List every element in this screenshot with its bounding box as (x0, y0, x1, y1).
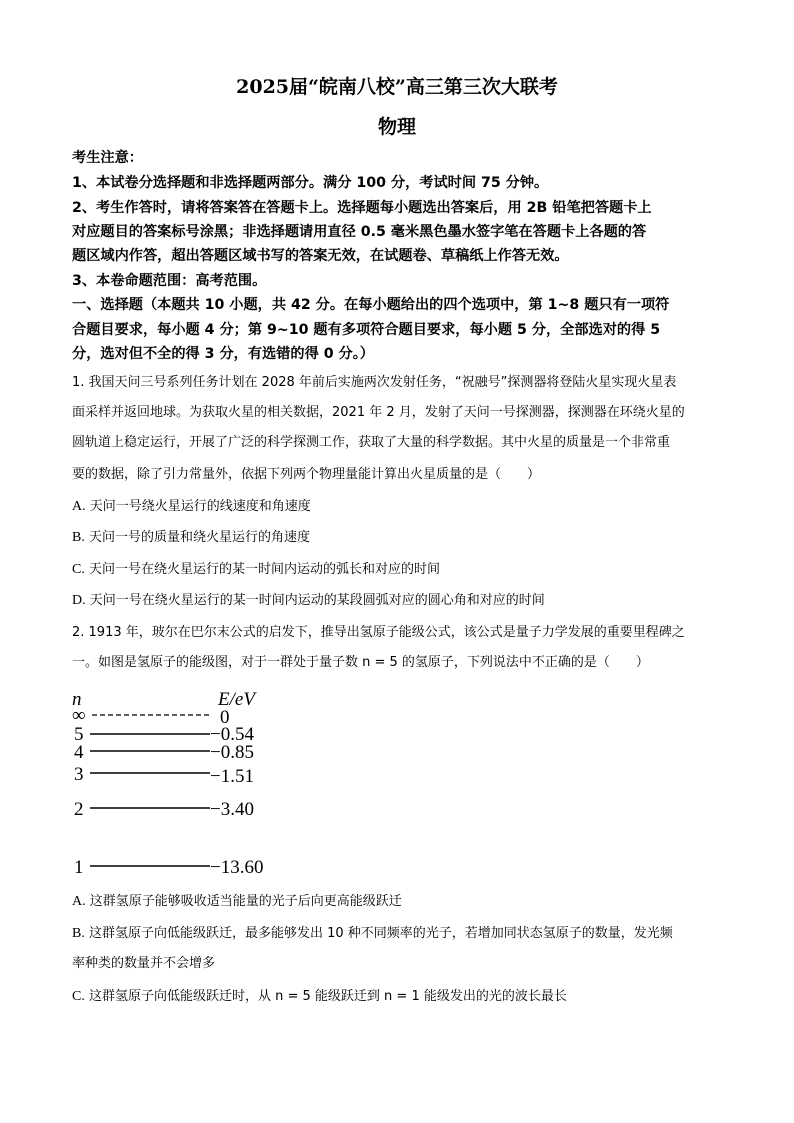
level-n-infinity: ∞ (72, 705, 86, 726)
level-e-infinity: 0 (220, 707, 230, 728)
notice-item-2-line-1: 2、考生作答时，请将答案答在答题卡上。选择题每小题选出答案后，用 2B 铅笔把答题卡上 (72, 200, 652, 216)
option-text: 这群氢原子向低能级跃迁，最多能够发出 10 种不同频率的光子，若增加同状态氢原子的数量，发光频 (88, 926, 673, 941)
section-1-instructions-line-1: 一、选择题（本题共 10 小题，共 42 分。在每小题给出的四个选项中，第 1~8 题只有一项符 (72, 297, 670, 313)
option-text: 天问一号在绕火星运行的某一时间内运动的某段圆弧对应的圆心角和对应的时间 (89, 593, 545, 608)
q1-option-a (72, 497, 311, 517)
hydrogen-energy-level-diagram (60, 683, 300, 883)
q1-stem-line-1: 1. 我国天问三号系列任务计划在 2028 年前后实施两次发射任务，“祝融号”探测器将登陆火星实现火星表 (72, 375, 677, 390)
option-letter: B. (72, 926, 85, 941)
q1-stem-line-4: 要的数据，除了引力常量外，依据下列两个物理量能计算出火星质量的是（ ） (72, 467, 541, 482)
level-e-4: −0.85 (210, 742, 254, 763)
energy-axis-label: E/eV (218, 689, 255, 710)
level-e-3: −1.51 (210, 766, 254, 787)
level-e-1: −13.60 (210, 857, 264, 878)
level-n-1: 1 (74, 857, 84, 878)
option-letter: A. (72, 894, 86, 909)
option-letter: C. (72, 562, 85, 577)
q2-stem-line-1: 2. 1913 年，玻尔在巴尔末公式的启发下，推导出氢原子能级公式，该公式是量子力学发展的重要里程碑之 (72, 625, 685, 640)
section-1-instructions-line-3: 分，选对但不全的得 3 分，有选错的得 0 分。） (72, 346, 374, 362)
notice-item-3: 3、本卷命题范围：高考范围。 (72, 273, 267, 289)
q2-stem-line-2: 一。如图是氢原子的能级图，对于一群处于量子数 n = 5 的氢原子，下列说法中不正确的是（ ） (72, 655, 649, 670)
option-letter: C. (72, 989, 85, 1004)
option-text: 天问一号的质量和绕火星运行的角速度 (88, 530, 310, 545)
level-n-3: 3 (74, 764, 84, 785)
level-n-5: 5 (74, 724, 84, 745)
notice-heading: 考生注意： (72, 150, 143, 166)
level-e-2: −3.40 (210, 799, 254, 820)
option-letter: A. (72, 499, 86, 514)
q2-option-c (72, 987, 567, 1007)
q2-option-b (72, 924, 673, 944)
level-e-5: −0.54 (210, 724, 254, 745)
notice-item-2-line-2: 对应题目的答案标号涂黑；非选择题请用直径 0.5 毫米黑色墨水签字笔在答题卡上各题的答 (72, 224, 647, 240)
subject-title: 物理 (377, 116, 416, 138)
q1-stem-line-2: 面采样并返回地球。为获取火星的相关数据，2021 年 2 月，发射了天问一号探测器，探测器在环绕火星的 (72, 405, 685, 420)
option-text: 这群氢原子向低能级跃迁时，从 n = 5 能级跃迁到 n = 1 能级发出的光的波长最长 (88, 989, 567, 1004)
q1-option-d (72, 591, 545, 611)
option-text: 天问一号绕火星运行的线速度和角速度 (89, 499, 311, 514)
option-text: 天问一号在绕火星运行的某一时间内运动的弧长和对应的时间 (88, 562, 440, 577)
q1-stem-line-3: 圆轨道上稳定运行，开展了广泛的科学探测工作，获取了大量的科学数据。其中火星的质量是一个非常重 (72, 435, 671, 450)
exam-title: 2025届“皖南八校”高三第三次大联考 (236, 76, 558, 98)
option-letter: D. (72, 593, 86, 608)
q2-option-a (72, 892, 402, 912)
option-letter: B. (72, 530, 85, 545)
q2-option-b-continued: 率种类的数量并不会增多 (72, 956, 216, 971)
notice-item-1: 1、本试卷分选择题和非选择题两部分。满分 100 分，考试时间 75 分钟。 (72, 175, 549, 191)
level-n-4: 4 (74, 742, 84, 763)
q1-option-c (72, 560, 440, 580)
n-axis-label: n (72, 689, 82, 710)
notice-item-2-line-3: 题区域内作答，超出答题区域书写的答案无效，在试题卷、草稿纸上作答无效。 (72, 248, 569, 264)
option-text: 这群氢原子能够吸收适当能量的光子后向更高能级跃迁 (89, 894, 402, 909)
q1-option-b (72, 528, 310, 548)
section-1-instructions-line-2: 合题目要求，每小题 4 分；第 9~10 题有多项符合题目要求，每小题 5 分，全部选对的得 5 (72, 322, 661, 338)
level-n-2: 2 (74, 799, 84, 820)
